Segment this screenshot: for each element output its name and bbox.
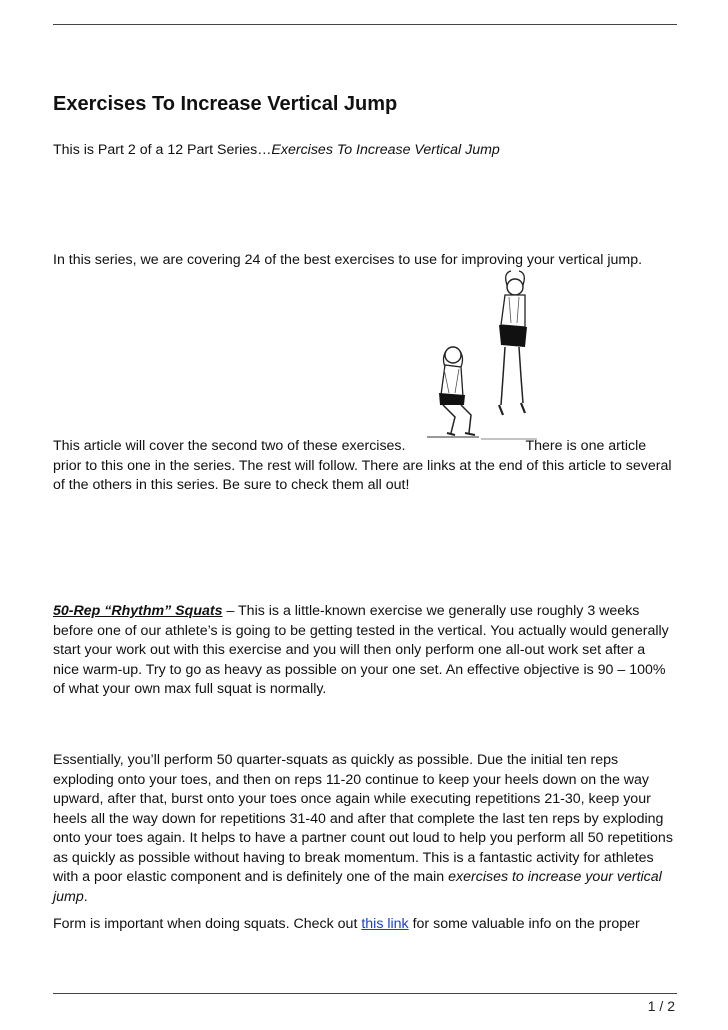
squats-heading: 50-Rep “Rhythm” Squats (53, 603, 223, 619)
form-after: for some valuable info on the proper (408, 916, 640, 932)
series-subtitle (53, 141, 675, 161)
form-paragraph (53, 915, 675, 935)
squats-paragraph (53, 602, 675, 700)
essential-body: Essentially, you’ll perform 50 quarter-squats as quickly as possible. Due the initial ten reps exploding onto your toes, and then on reps 11-20 continue to keep your heels down on the way upward, after that, burst onto your toes once again while executing repetitions 21-30, keep your heels all the way down for repetitions 31-40 and after that complete the last ten reps by exploding onto your toes again. It helps to have a partner count out loud to help you perform all 50 repetitions as quickly as possible without having to break momentum. This is a fantastic activity for athletes with a poor elastic component and is definitely one of the main (53, 752, 673, 885)
footer-rule (53, 993, 677, 994)
essential-end: . (83, 888, 88, 905)
form-before: Form is important when doing squats. Check out (53, 916, 362, 932)
vertical-jump-illustration-icon (419, 265, 584, 445)
header-rule (53, 24, 677, 25)
cover-part2: There is one article prior to this one in the series. The rest will follow. There are links at the end of this article to several of the others in this series. Be sure to check them all out! (53, 438, 672, 493)
cover-part1: This article will cover the second two of these exercises. (53, 438, 406, 454)
essential-paragraph (53, 751, 675, 907)
this-link[interactable]: this link (361, 916, 409, 932)
essential-italic: exercises to increase your vertical jump (53, 869, 662, 905)
page-title: Exercises To Increase Vertical Jump (53, 93, 398, 115)
subtitle-italic: Exercises To Increase Vertical Jump (271, 142, 500, 158)
cover-paragraph (53, 437, 675, 496)
page-number: 1 / 2 (647, 998, 675, 1014)
intro-paragraph: In this series, we are covering 24 of the best exercises to use for improving your vertical jump. (53, 252, 643, 268)
subtitle-plain: This is Part 2 of a 12 Part Series… (53, 142, 272, 158)
squats-body: – This is a little-known exercise we generally use roughly 3 weeks before one of our athlete’s is going to be getting tested in the vertical. You actually would generally start your work out with this exercise and you will then only perform one all-out work set after a nice warm-up. Try to go as heavy as possible on your one set. An effective objective is 90 – 100% of what your own max full squat is normally. (53, 603, 669, 697)
